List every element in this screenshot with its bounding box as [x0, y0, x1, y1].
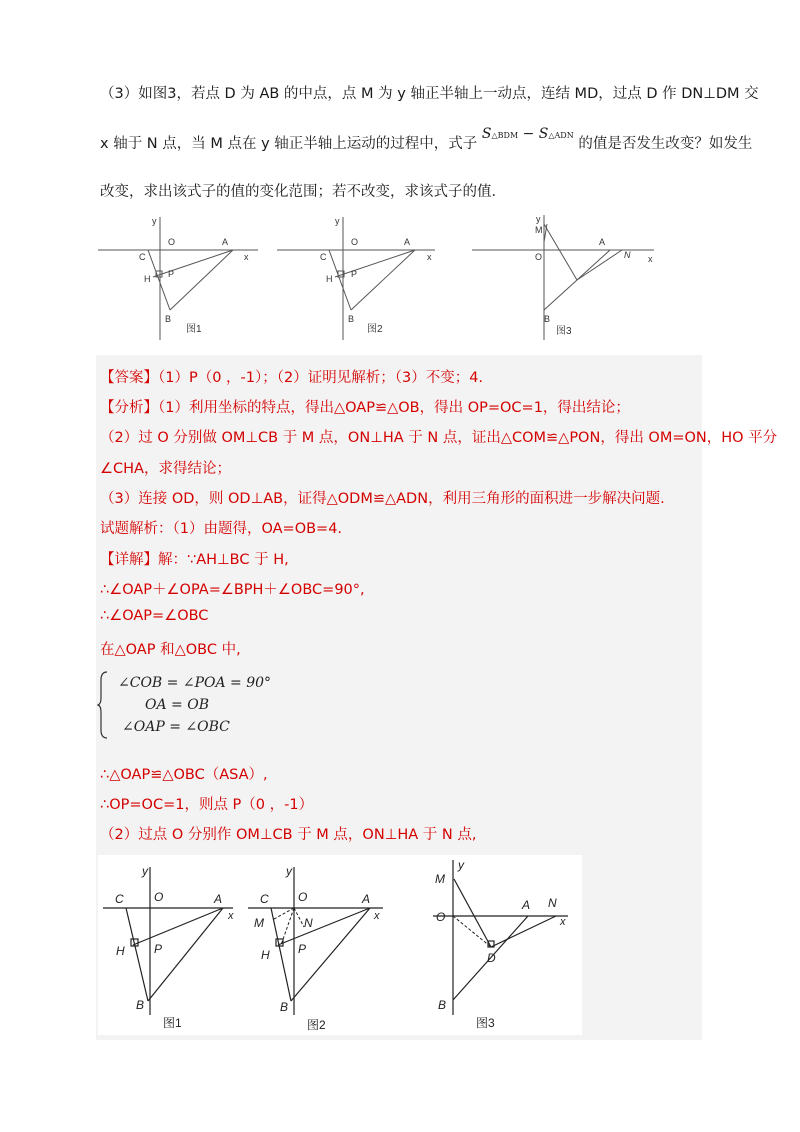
bfig2-label-N: N — [304, 916, 313, 930]
bfig3-label-D: D — [487, 951, 496, 965]
fig1-top-label-P: P — [168, 269, 175, 279]
bfig3-label-N: N — [548, 896, 557, 910]
bfig3-label-B: B — [438, 998, 447, 1012]
question-line-1: （3）如图3，若点 D 为 AB 的中点，点 M 为 y 轴正半轴上一动点，连结 MD，过点 D 作 DN⊥DM 交 — [100, 86, 759, 102]
fig3-top-label-O: O — [535, 252, 543, 262]
fig3-top-caption: 图3 — [556, 326, 572, 337]
equation-line-2: OA = OB — [145, 697, 209, 713]
bfig2-label-A: A — [362, 892, 371, 906]
top-figure-3 — [472, 210, 662, 342]
fig3-top-label-B: B — [544, 314, 551, 324]
bfig2-label-x: x — [374, 910, 380, 922]
bfig1-label-y: y — [142, 864, 148, 878]
bfig2-label-P: P — [298, 942, 307, 956]
detail-line-5: ∴△OAP≌△OBC（ASA）, — [100, 767, 268, 783]
fig1-top-label-C: C — [139, 252, 146, 262]
bfig1-caption: 图1 — [163, 1016, 182, 1030]
formula-sub2: △ADN — [548, 131, 574, 140]
fig2-top-label-x: x — [427, 252, 432, 262]
fig3-top-label-y: y — [536, 214, 541, 224]
detail-line-2: ∴∠OAP＋∠OPA=∠BPH＋∠OBC=90°, — [100, 582, 365, 598]
detail-line-4: 在△OAP 和△OBC 中, — [100, 642, 241, 658]
fig2-top-label-C: C — [320, 252, 327, 262]
bfig2-caption: 图2 — [307, 1018, 326, 1032]
bfig1-label-C: C — [115, 892, 124, 906]
bfig3-label-O: O — [436, 910, 446, 924]
analysis-line-3: ∠CHA，求得结论； — [100, 461, 231, 477]
fig2-top-label-y: y — [335, 216, 340, 226]
fig1-top-label-O: O — [168, 237, 176, 247]
fig2-top-label-B: B — [348, 314, 355, 324]
fig2-top-label-A: A — [404, 237, 411, 247]
fig1-top-label-H: H — [144, 274, 151, 284]
answer-line: 【答案】（1）P（0 ，-1）；（2）证明见解析；（3）不变；4. — [100, 370, 484, 386]
fig1-top-label-y: y — [152, 216, 157, 226]
question-line-2-post: 的值是否发生改变？如发生 — [578, 136, 753, 152]
bfig1-label-A: A — [214, 892, 223, 906]
detail-line-6: ∴OP=OC=1，则点 P（0 ，-1） — [100, 797, 314, 813]
bfig1-label-O: O — [154, 890, 164, 904]
bfig3-label-A: A — [522, 898, 531, 912]
solution-line-1: 试题解析：（1）由题得，OA=OB=4. — [100, 521, 343, 537]
equation-line-3: ∠OAP = ∠OBC — [122, 719, 230, 735]
bfig2-label-B: B — [280, 1000, 289, 1014]
detail-line-3: ∴∠OAP=∠OBC — [100, 608, 209, 624]
fig1-top-label-x: x — [244, 252, 249, 262]
top-figure-2 — [277, 212, 442, 342]
fig1-top-caption: 图1 — [186, 324, 202, 335]
fig3-top-label-N: N — [624, 250, 631, 260]
fig1-top-label-A: A — [222, 237, 229, 247]
bfig1-label-B: B — [136, 998, 145, 1012]
formula-s1: S — [481, 126, 492, 142]
bfig2-label-H: H — [261, 948, 270, 962]
question-line-3: 改变，求出该式子的值的变化范围；若不改变，求该式子的值． — [100, 184, 506, 200]
bfig3-label-M: M — [435, 872, 445, 886]
detail-line-1: 【详解】解：∵AH⊥BC 于 H, — [100, 552, 289, 568]
bottom-figures — [98, 855, 582, 1035]
formula-sub1: △BDM — [491, 131, 519, 140]
fig3-top-label-A: A — [599, 237, 606, 247]
equation-brace — [97, 670, 109, 740]
fig1-top-label-B: B — [165, 314, 172, 324]
question-line-2 — [100, 126, 753, 153]
analysis-line-1: 【分析】（1）利用坐标的特点，得出△OAP≌△OB，得出 OP=OC=1，得出结论； — [100, 400, 630, 416]
question-line-2-pre: x 轴于 N 点，当 M 点在 y 轴正半轴上运动的过程中，式子 — [100, 136, 478, 152]
bfig1-label-P: P — [154, 942, 163, 956]
bfig1-label-H: H — [116, 944, 125, 958]
bfig2-label-O: O — [298, 890, 308, 904]
bfig1-label-x: x — [228, 910, 234, 922]
area-formula — [482, 126, 574, 142]
fig3-top-label-x: x — [648, 254, 653, 264]
fig3-top-label-M: M — [535, 225, 543, 235]
bfig3-caption: 图3 — [476, 1016, 495, 1030]
detail-line-7: （2）过点 O 分别作 OM⊥CB 于 M 点，ON⊥HA 于 N 点, — [100, 827, 477, 843]
bfig3-label-y: y — [458, 858, 464, 872]
formula-minus: − — [522, 126, 535, 142]
formula-s2: S — [538, 126, 549, 142]
bfig2-label-M: M — [254, 916, 264, 930]
fig2-top-caption: 图2 — [367, 324, 383, 335]
fig2-top-label-H: H — [326, 274, 333, 284]
bfig2-label-y: y — [286, 864, 292, 878]
bfig2-label-C: C — [260, 892, 269, 906]
fig2-top-label-O: O — [351, 237, 359, 247]
analysis-line-4: （3）连接 OD，则 OD⊥AB，证得△ODM≌△ADN，利用三角形的面积进一步解决问题. — [100, 491, 665, 507]
bfig3-label-x: x — [560, 916, 566, 928]
equation-line-1: ∠COB = ∠POA = 90° — [118, 675, 272, 691]
analysis-line-2: （2）过 O 分别做 OM⊥CB 于 M 点，ON⊥HA 于 N 点，证出△COM≌△PON，得出 OM=ON，HO 平分 — [100, 430, 778, 446]
fig2-top-label-P: P — [351, 269, 358, 279]
top-figure-1 — [98, 212, 263, 342]
